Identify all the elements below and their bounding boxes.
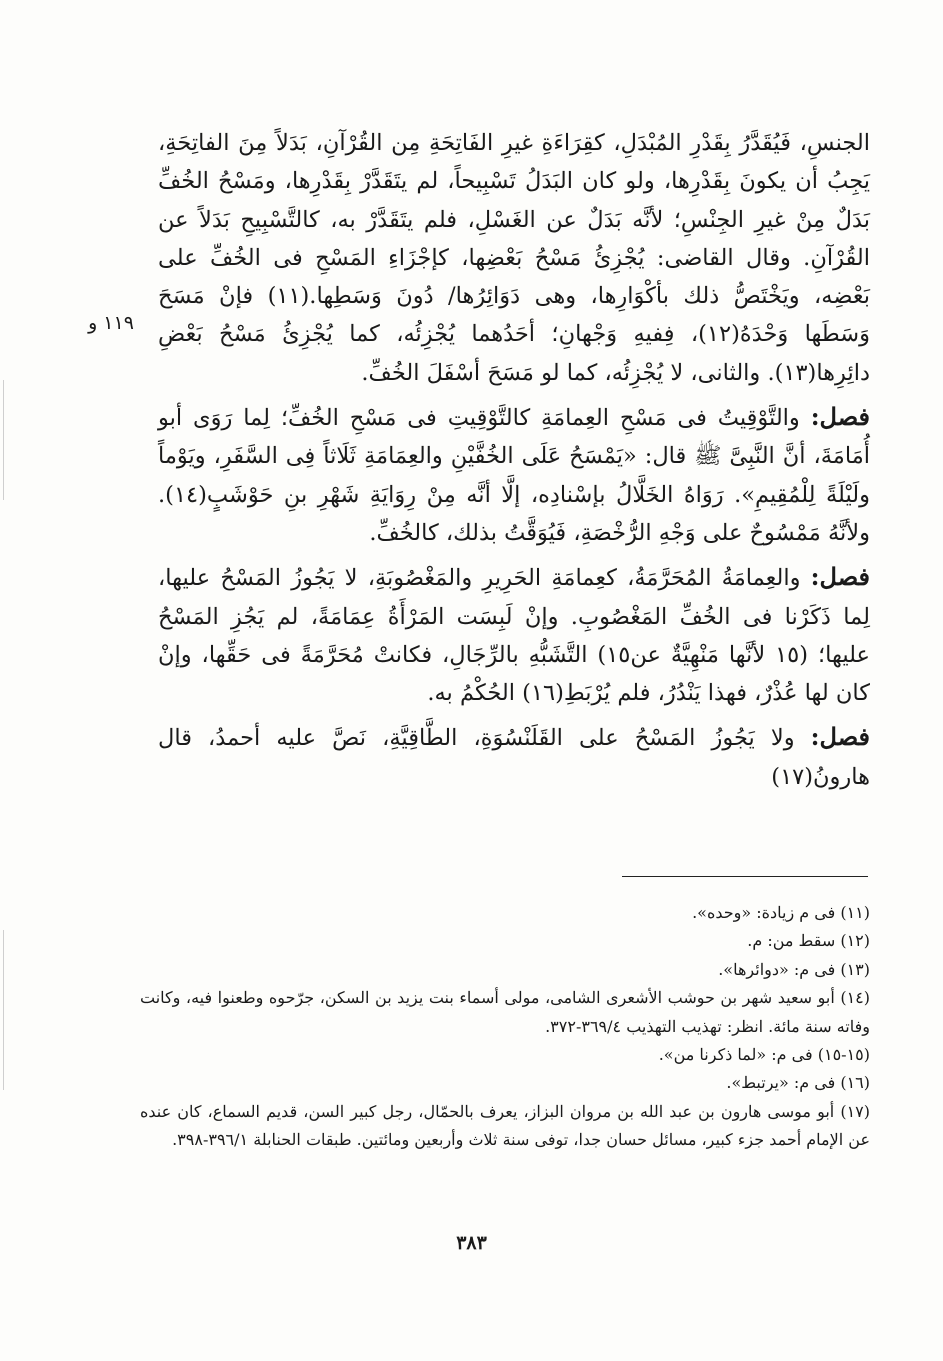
paragraph-4 <box>158 718 870 796</box>
paragraph-text: والعِمامَةُ المُحَرَّمَةُ، كعِمامَةِ الحَرِيرِ والمَغْصُوبَةِ، لا يَجُوزُ المَسْحُ عليها، لِما ذَكَرْنا فى الخُفِّ المَغْصُوبِ. وإنْ لَبِسَت المَرْأَةُ عِمَامَةً، لم يَجُزِ المَسْحُ عليها؛ (١٥ لأنَّها مَنْهِيَّةٌ عن١٥) التَّشَبُّهِ بالرِّجَالِ، فكانتْ مُحَرَّمَةً فى حَقِّها، وإنْ كان لها عُذْرٌ، فهذا يَنْدُرُ، فلم يُرْبَطِ(١٦) الحُكْمُ به. <box>158 565 870 707</box>
fasl-heading: فصل: <box>810 562 870 592</box>
main-text <box>158 124 870 796</box>
paragraph-1 <box>158 124 870 392</box>
paragraph-text: والتَّوْقِيتُ فى مَسْحِ العِمامَةِ كالتَّوْقِيتِ فى مَسْحِ الخُفِّ؛ لِما رَوَى أبو أُمَامَةَ، أنَّ النَّبِىَّ ﷺ قال: «يَمْسَحُ عَلَى الخُفَّيْنِ والعِمَامَةِ ثَلَاثاً فِى السَّفَرِ، ويَوْماً ولَيْلَةً لِلْمُقِيمِ». رَوَاهُ الخَلَّالُ بإسْنادِه، إلَّا أنَّه مِنْ رِوَايَةِ شَهْرِ بنِ حَوْشَبٍ(١٤). ولأنَّهُ مَمْسُوحٌ على وَجْهِ الرُّخْصَةِ، فَيُوَقَّتُ بذلك، كالخُفِّ. <box>158 405 870 546</box>
paragraph-2 <box>158 398 870 552</box>
footnote-16: (١٦) فى م: «يرتبط». <box>726 1073 870 1093</box>
footnote-15: (١٥-١٥) فى م: «لما ذكرنا من». <box>658 1045 870 1065</box>
fasl-heading: فصل: <box>810 722 870 752</box>
page-number: ٣٨٣ <box>456 1232 487 1254</box>
scan-edge-mark <box>3 930 4 1090</box>
scan-edge-mark <box>3 380 4 500</box>
footnote-12: (١٢) سقط من: م. <box>747 931 870 951</box>
paragraph-text: ولا يَجُوزُ المَسْحُ على القَلَنْسُوَةِ، الطَّاقِيَّةِ، نَصَّ عليه أحمدُ، قال هارونُ(١٧) <box>158 725 870 790</box>
fasl-heading: فصل: <box>810 402 871 432</box>
footnote-14: (١٤) أبو سعيد شهر بن حوشب الأشعرى الشامى، مولى أسماء بنت يزيد بن السكن، جرّحوه وطعنوا فيه، وكانت وفاته سنة مائة. انظر: تهذيب التهذيب ٣٦٩/٤-٣٧٢. <box>140 988 870 1036</box>
footnote-17: (١٧) أبو موسى هارون بن عبد الله بن مروان البزاز، يعرف بالحمّال، رجل كبير السن، قديم السماع، كان عنده عن الإمام أحمد جزء كبير، مسائل حسان جدا، توفى سنة ثلاث وأربعين ومائتين. طبقات الحنابلة ٣٩٦/١-٣٩٨. <box>140 1101 870 1150</box>
manuscript-folio-note: ١١٩ و <box>88 312 134 334</box>
paragraph-3 <box>158 558 870 712</box>
paragraph-text: الجنسِ، فَيُقَدَّرُ بِقَدْرِ المُبْدَلِ، كقِرَاءَةِ غيرِ الفَاتِحَةِ مِن القُرْآنِ، بَدَلاً مِنَ الفاتِحَةِ، يَجِبُ أن يكونَ بِقَدْرِها، ولو كان البَدَلُ تَسْبِيحاً، لم يتَقَدَّرْ بِقَدْرِها، ومَسْحُ الخُفِّ بَدَلٌ مِنْ غيرِ الجِنْسِ؛ لأنَّه بَدَلٌ عن الغَسْلِ، فلم يتَقَدَّرْ به، كالتَّسْبِيحِ بَدَلاً عن القُرْآنِ. وقال القاضى: يُجْزِئُ مَسْحُ بَعْضِها، كإجْزَاءِ المَسْحِ فى الخُفِّ على بَعْضِه، ويَخْتَصُّ ذلك بأكْوَارِها، وهى دَوَائِرُها/ دُونَ وَسَطِها.(١١) فإنْ مَسَحَ وَسَطَها وَحْدَهُ(١٢)، فِفيهِ وَجْهانِ؛ أحَدُهما يُجْزِئُه، كما يُجْزِئُ مَسْحُ بَعْضِ دائِرِها(١٣). والثانى، لا يُجْزِئُه، كما لو مَسَحَ أسْفَلَ الخُفِّ. <box>158 130 870 386</box>
footnote-11: (١١) فى م زيادة: «وحده». <box>692 903 870 922</box>
footnotes <box>140 899 870 1155</box>
footnote-separator <box>622 876 868 877</box>
footnote-13: (١٣) فى م: «دوائرها». <box>718 959 870 979</box>
